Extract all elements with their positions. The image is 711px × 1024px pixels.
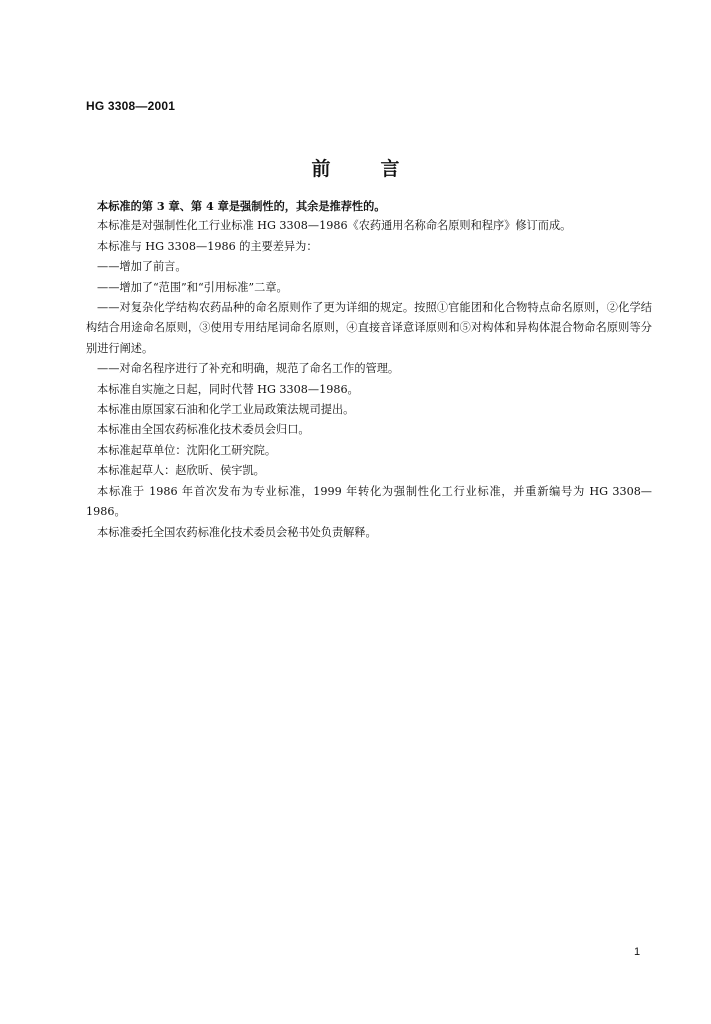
paragraph: ——对复杂化学结构农药品种的命名原则作了更为详细的规定。按照①官能团和化合物特点命名原则，②化学结构结合用途命名原则，③使用专用结尾词命名原则，④直接音译意译原则和⑤对构体和异构体混合物命名原则等分别进行阐述。 xyxy=(86,301,652,355)
paragraph: 本标准是对强制性化工行业标准 HG 3308—1986《农药通用名称命名原则和程序》修订而成。 xyxy=(97,219,572,233)
paragraph: 本标准与 HG 3308—1986 的主要差异为： xyxy=(97,239,318,253)
paragraph: 本标准的第 3 章、第 4 章是强制性的，其余是推荐性的。 xyxy=(97,199,386,213)
paragraph: 本标准自实施之日起，同时代替 HG 3308—1986。 xyxy=(97,382,359,396)
page-title xyxy=(0,154,711,181)
paragraph: 本标准起草单位：沈阳化工研究院。 xyxy=(97,443,277,457)
paragraph: 本标准起草人：赵欣昕、侯宇凯。 xyxy=(97,464,265,478)
foreword-body xyxy=(86,196,652,543)
paragraph: ——对命名程序进行了补充和明确，规范了命名工作的管理。 xyxy=(97,362,400,376)
paragraph: ——增加了“范围”和“引用标准”二章。 xyxy=(97,280,288,294)
paragraph: ——增加了前言。 xyxy=(97,260,187,274)
paragraph: 本标准委托全国农药标准化技术委员会秘书处负责解释。 xyxy=(97,525,377,539)
title-char-right: 言 xyxy=(380,158,400,180)
paragraph: 本标准由原国家石油和化学工业局政策法规司提出。 xyxy=(97,403,355,417)
page-number: 1 xyxy=(634,946,641,958)
paragraph: 本标准于 1986 年首次发布为专业标准，1999 年转化为强制性化工行业标准，并重新编号为 HG 3308—1986。 xyxy=(86,484,652,519)
document-code: HG 3308—2001 xyxy=(86,99,176,113)
paragraph: 本标准由全国农药标准化技术委员会归口。 xyxy=(97,423,310,437)
title-char-left: 前 xyxy=(311,158,331,180)
